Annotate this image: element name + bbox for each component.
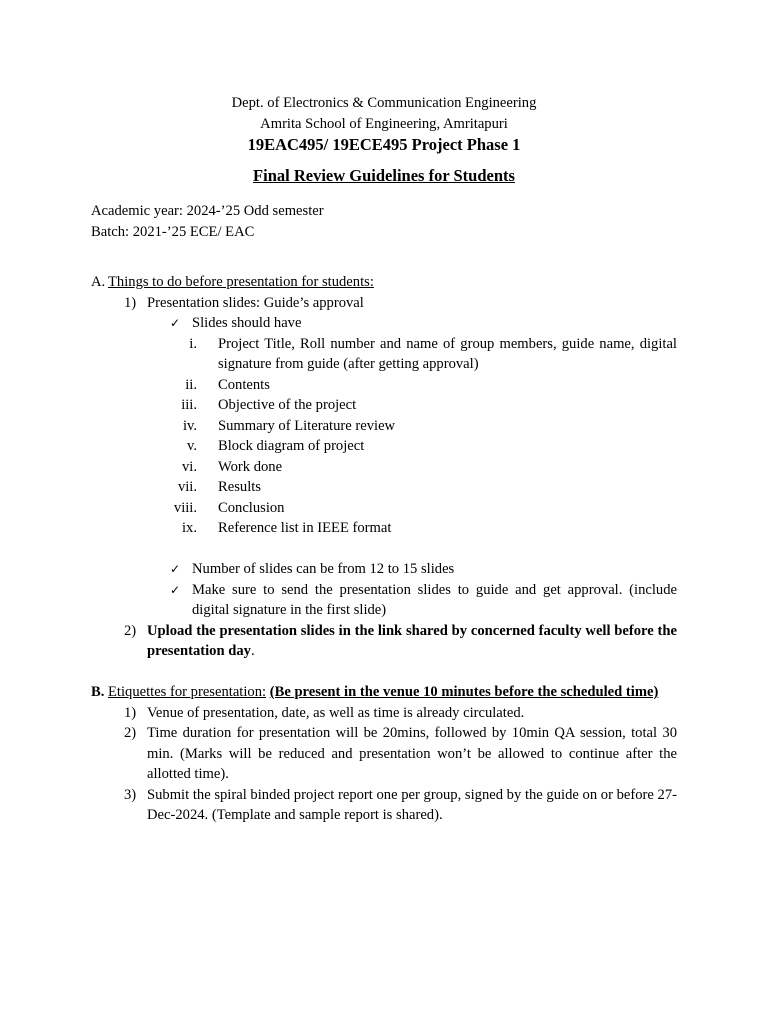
document-title-text: Final Review Guidelines for Students — [253, 166, 515, 185]
list-item — [91, 293, 677, 314]
list-number: 1) — [124, 704, 137, 721]
academic-year: Academic year: 2024-’25 Odd semester — [91, 203, 324, 219]
contents-item-text: Results — [218, 479, 261, 495]
section-b-title-bold: (Be present in the venue 10 minutes before the scheduled time) — [269, 684, 659, 700]
roman-numeral: vi. — [182, 458, 197, 475]
checkmark-icon: ✓ — [170, 582, 181, 597]
contents-item — [91, 436, 677, 457]
contents-item — [91, 334, 677, 375]
section-a — [91, 272, 677, 662]
checklist-item — [91, 559, 677, 580]
department-name: Dept. of Electronics & Communication Engineering — [231, 95, 537, 111]
section-b-mark: B. — [91, 684, 105, 700]
roman-numeral: v. — [187, 438, 197, 454]
checklist-text: Slides should have — [192, 315, 302, 331]
roman-numeral: viii. — [173, 499, 197, 516]
slides-contents-list — [91, 334, 677, 539]
roman-numeral: vii. — [177, 479, 197, 495]
contents-item-text: Summary of Literature review — [218, 417, 396, 434]
checklist-item — [91, 313, 677, 334]
list-item-text: Venue of presentation, date, as well as time is already circulated. — [147, 704, 525, 721]
roman-numeral: ix. — [182, 520, 197, 536]
contents-item-text: Project Title, Roll number and name of group members, guide name, digital signature from guide (after getting approval) — [218, 335, 677, 372]
document-header — [0, 93, 768, 156]
contents-item — [91, 416, 677, 437]
list-item — [91, 723, 677, 785]
contents-item — [91, 518, 677, 539]
roman-numeral: iv. — [182, 417, 197, 434]
list-number: 1) — [124, 294, 137, 311]
roman-numeral: i. — [189, 335, 197, 352]
section-b-heading — [91, 682, 677, 703]
contents-item — [91, 375, 677, 396]
list-item — [91, 703, 677, 724]
checkmark-icon: ✓ — [170, 316, 181, 330]
list-item — [91, 621, 677, 662]
batch: Batch: 2021-’25 ECE/ EAC — [91, 223, 255, 240]
contents-item — [91, 395, 677, 416]
contents-item-text: Contents — [218, 376, 270, 393]
course-code: 19EAC495/ 19ECE495 Project Phase 1 — [247, 135, 521, 154]
list-item — [91, 785, 677, 826]
contents-item-text: Reference list in IEEE format — [218, 520, 392, 536]
contents-item — [91, 457, 677, 478]
contents-item — [91, 477, 677, 498]
contents-item-text: Objective of the project — [218, 397, 357, 413]
roman-numeral: ii. — [185, 376, 197, 393]
list-number: 2) — [124, 622, 137, 639]
document-title — [0, 165, 768, 187]
section-a-mark: A. — [91, 274, 106, 290]
contents-item-text: Work done — [218, 458, 283, 475]
section-a-title: Things to do before presentation for students: — [108, 274, 374, 290]
list-number: 2) — [124, 725, 137, 741]
list-number: 3) — [124, 786, 137, 803]
spacer — [91, 539, 677, 560]
checklist-item — [91, 580, 677, 621]
meta-info — [91, 201, 691, 242]
section-a-heading — [91, 272, 677, 293]
checkmark-icon: ✓ — [170, 562, 181, 576]
list-item-text-bold: Upload the presentation slides in the link shared by concerned faculty well before the presentation day — [147, 622, 677, 659]
list-item-tail: . — [250, 643, 255, 659]
checklist-text: Number of slides can be from 12 to 15 slides — [192, 561, 455, 577]
contents-item — [91, 498, 677, 519]
list-item-text: Presentation slides: Guide’s approval — [147, 294, 364, 311]
roman-numeral: iii. — [181, 397, 197, 413]
section-b — [91, 682, 677, 826]
etiquette-list — [91, 703, 677, 826]
list-item-text: Time duration for presentation will be 20mins, followed by 10min QA session, total 30 min. (Marks will be reduced and presentation won’t be allowed to continue after the allotted time). — [147, 725, 677, 782]
contents-item-text: Block diagram of project — [218, 438, 365, 454]
section-b-title: Etiquettes for presentation: — [108, 684, 267, 700]
list-item-text: Submit the spiral binded project report one per group, signed by the guide on or before 27-Dec-2024. (Template and sample report is shared). — [147, 786, 677, 823]
checklist-text: Make sure to send the presentation slides to guide and get approval. (include digital signature in the first slide) — [192, 581, 677, 618]
contents-item-text: Conclusion — [218, 499, 285, 516]
school-name: Amrita School of Engineering, Amritapuri — [260, 115, 508, 132]
